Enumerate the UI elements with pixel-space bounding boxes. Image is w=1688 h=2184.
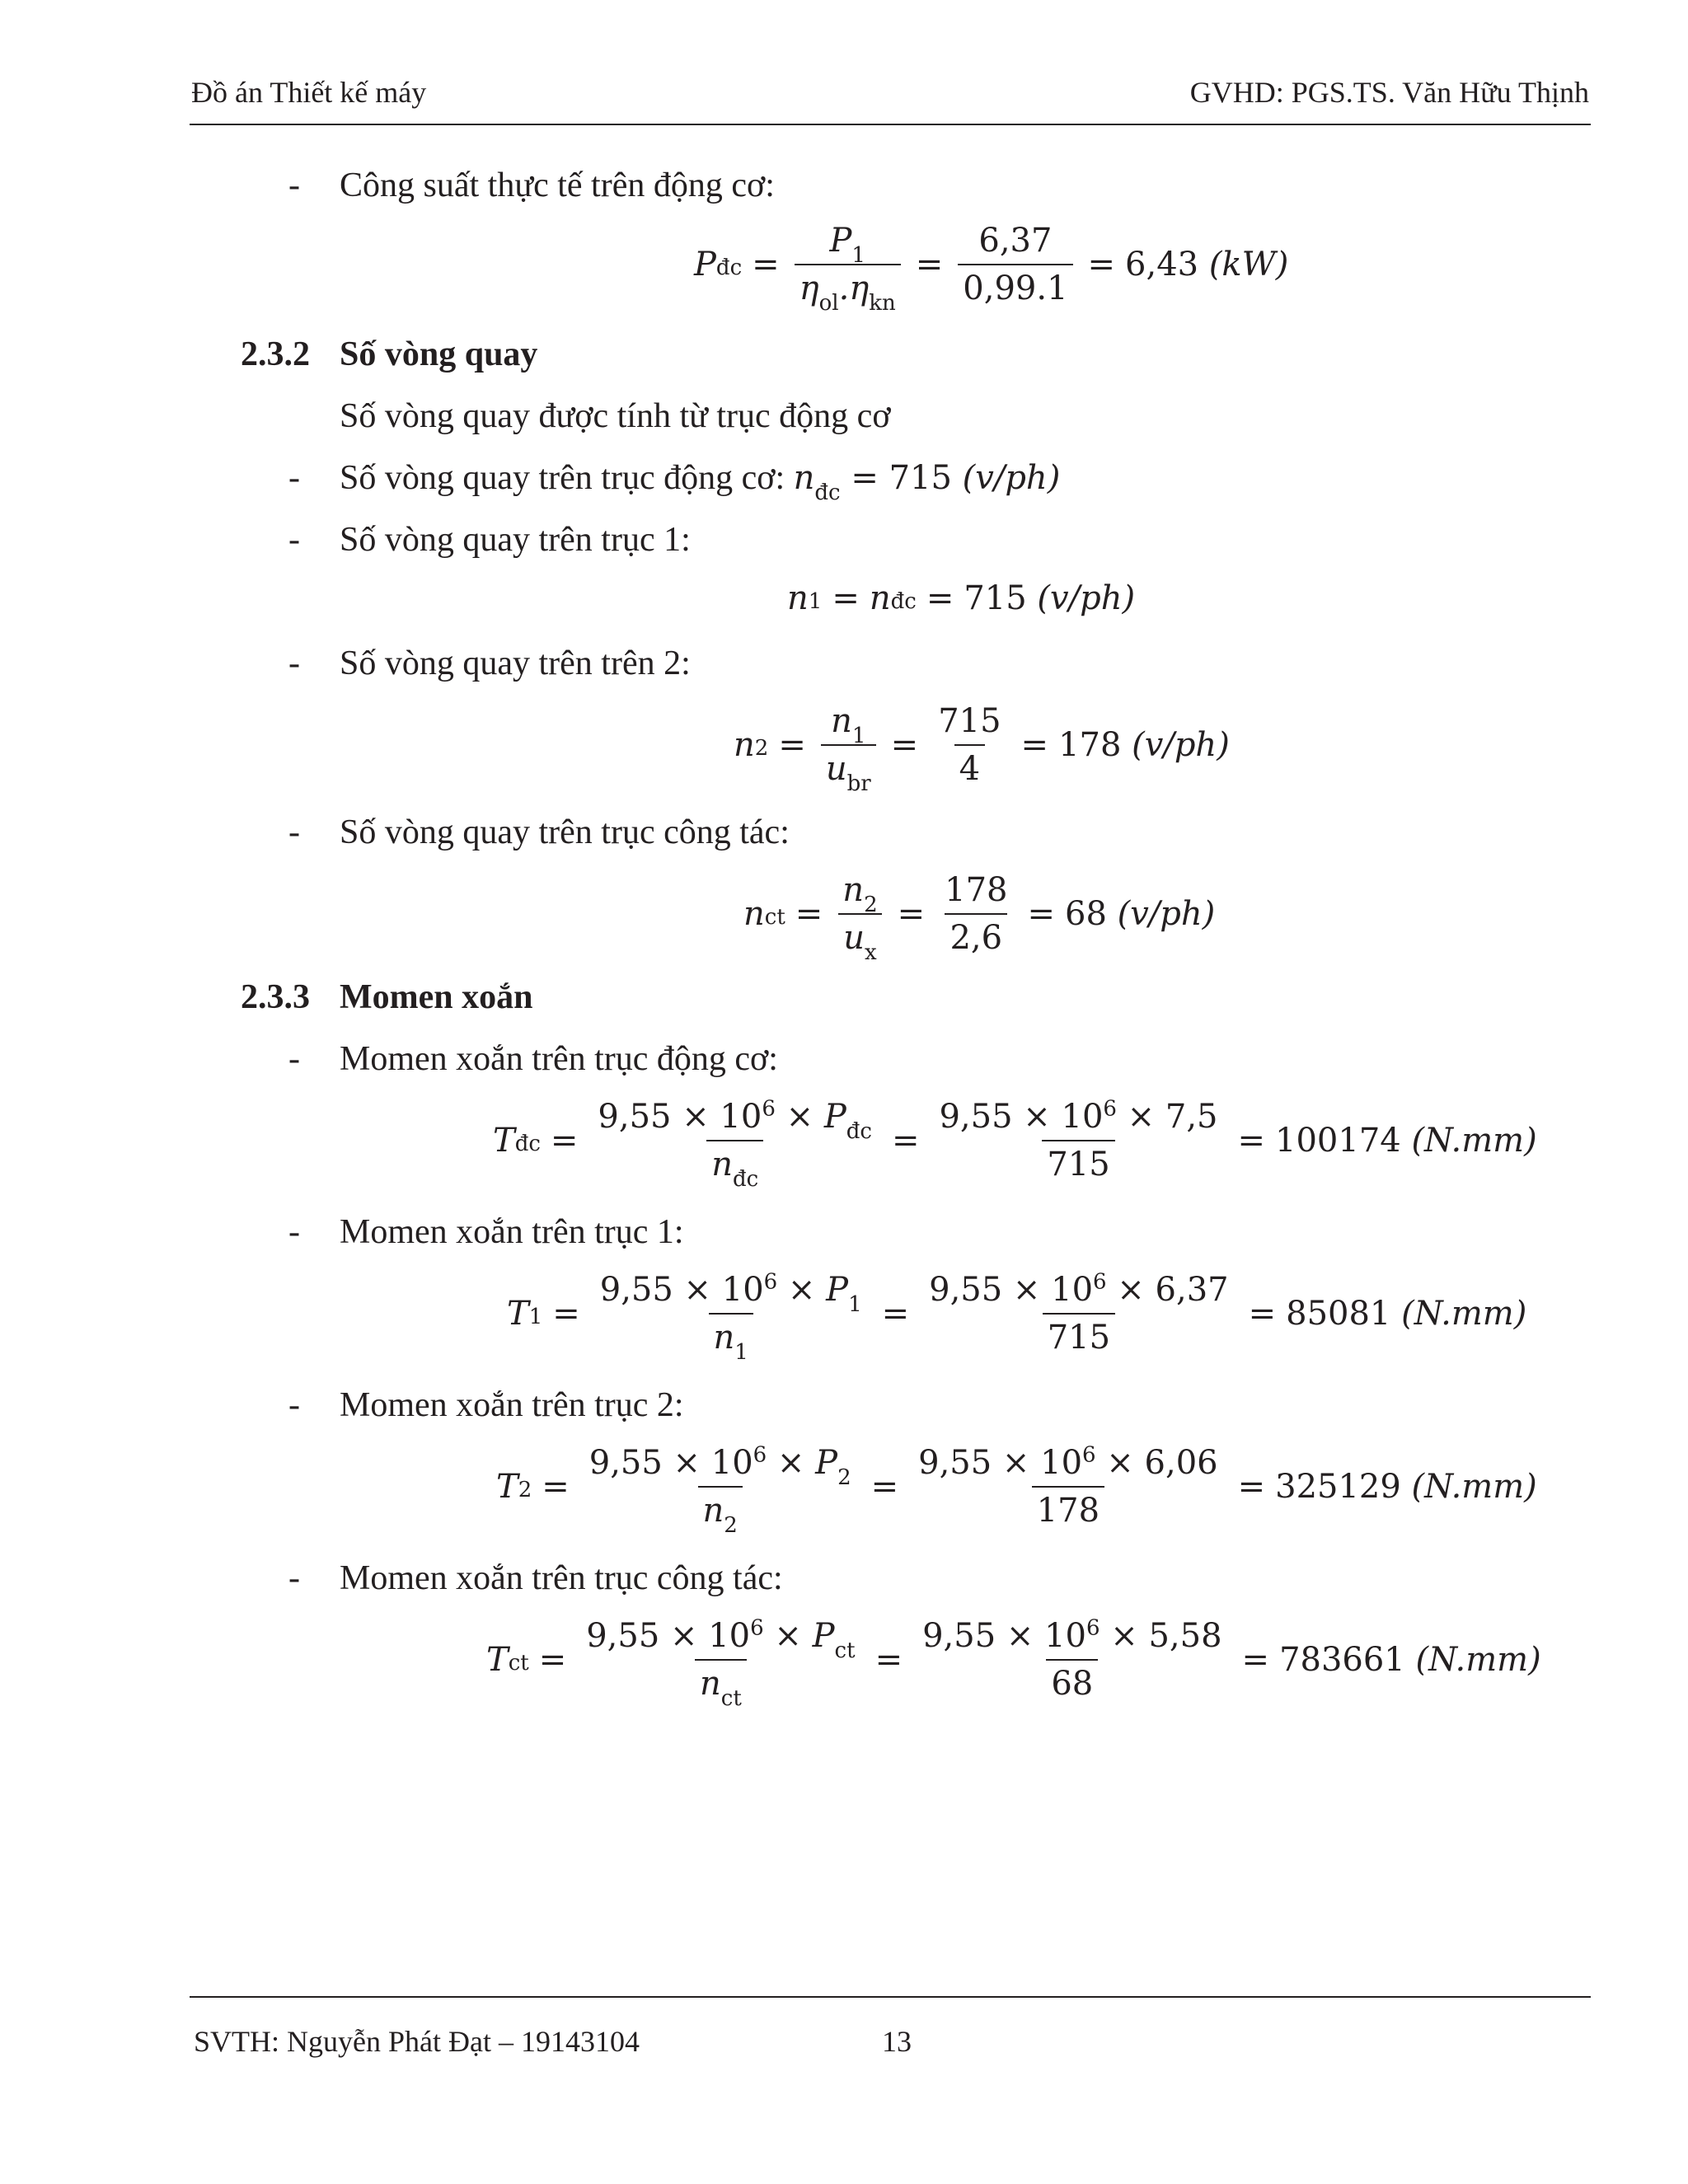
- speed-shaft1-text: Số vòng quay trên trục 1:: [340, 521, 691, 559]
- formula-p-dc: P $_{đc}$ = $\frac{P_1}{\eta_{ol}.\eta_{kn}}$ = $\frac{6,37}{0,99.1}$ = 6,43 (kW): [694, 222, 1289, 316]
- bullet: -: [288, 1386, 300, 1424]
- footer-rule: [190, 1996, 1591, 1998]
- bullet: -: [288, 459, 300, 497]
- speed-work-text: Số vòng quay trên trục công tác:: [340, 813, 790, 851]
- bullet: -: [288, 1213, 300, 1251]
- bullet: -: [288, 1559, 300, 1597]
- formula-tct: T $_{ct}$ = $\frac{9,55 \times 10^6 \times P_{ct}}{n_{ct}}$ = $\frac{9,55 \times 10^6 \times 5,58}{68}$ = 783661 (N.mm): [486, 1615, 1541, 1711]
- power-real-text: Công suất thực tế trên động cơ:: [340, 166, 775, 204]
- bullet: -: [288, 521, 300, 559]
- speed-intro-text: Số vòng quay được tính từ trục động cơ: [340, 397, 891, 435]
- formula-n1: n $_1$ = n $_{đc}$ = 715 (v/ph): [787, 579, 1136, 617]
- torque-motor-text: Momen xoắn trên trục động cơ:: [340, 1040, 778, 1078]
- footer-author: SVTH: Nguyễn Phát Đạt – 19143104: [194, 2025, 640, 2058]
- speed-shaft2-text: Số vòng quay trên trên 2:: [340, 644, 691, 682]
- section-2-3-3-heading: 2.3.3 Momen xoắn: [241, 978, 533, 1016]
- bullet: -: [288, 1040, 300, 1078]
- formula-t-dc: T $_{đc}$ = $\frac{9,55 \times 10^6 \times P_{đc}}{n_{đc}}$ = $\frac{9,55 \times 10^6 \times 7,5}{715}$ = 100174 (N.mm): [493, 1096, 1537, 1192]
- header-left: Đồ án Thiết kế máy: [191, 76, 427, 109]
- torque-shaft1-text: Momen xoắn trên trục 1:: [340, 1213, 684, 1251]
- torque-shaft2-text: Momen xoắn trên trục 2:: [340, 1386, 684, 1424]
- header-rule: [190, 124, 1591, 125]
- speed-motor-line: Số vòng quay trên trục động cơ: $n_{đc} = 715$ (v/ph): [340, 459, 1061, 505]
- formula-t2: T $_2$ = $\frac{9,55 \times 10^6 \times P_2}{n_2}$ = $\frac{9,55 \times 10^6 \times 6,06}{178}$ = 325129 (N.mm): [496, 1442, 1537, 1538]
- bullet: -: [288, 813, 300, 851]
- page-number: 13: [882, 2025, 912, 2058]
- section-2-3-2-heading: 2.3.2 Số vòng quay: [241, 335, 538, 373]
- bullet: -: [288, 166, 300, 204]
- formula-nct: n $_{ct}$ = $\frac{n_2}{u_x}$ = $\frac{178}{2,6}$ = 68 (v/ph): [743, 871, 1216, 965]
- torque-work-text: Momen xoắn trên trục công tác:: [340, 1559, 783, 1597]
- formula-n2: n $_2$ = $\frac{n_1}{u_{br}}$ = $\frac{715}{4}$ = 178 (v/ph): [734, 702, 1230, 796]
- bullet: -: [288, 644, 300, 682]
- header-right: GVHD: PGS.TS. Văn Hữu Thịnh: [1189, 76, 1589, 109]
- formula-t1: T $_1$ = $\frac{9,55 \times 10^6 \times P_1}{n_1}$ = $\frac{9,55 \times 10^6 \times 6,37}{715}$ = 85081 (N.mm): [507, 1269, 1527, 1365]
